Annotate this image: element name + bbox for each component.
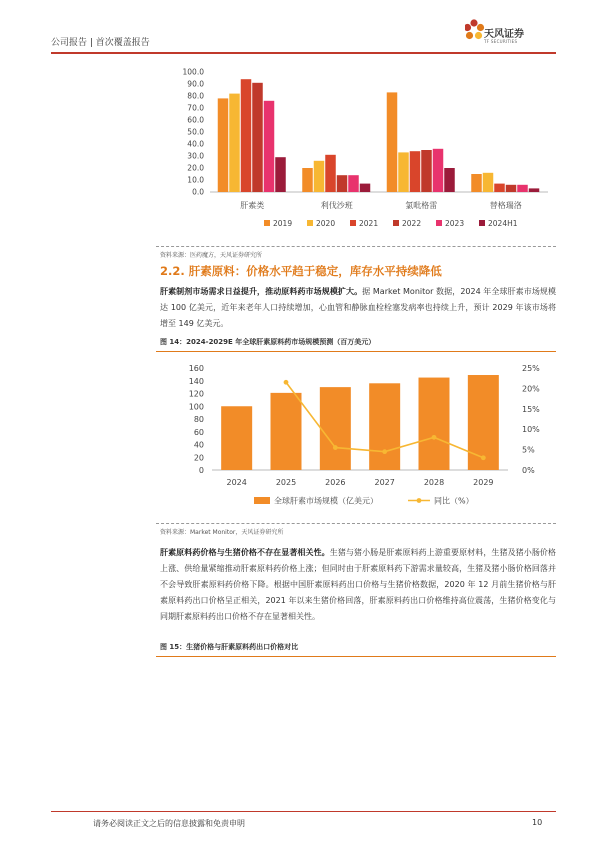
legend-swatch <box>436 220 442 226</box>
paragraph-body: 据 Market Monitor 数据，2024 年全球肝素市场规模达 100 亿美元，近年来老年人口持续增加，心血管和静脉血栓栓塞发病率也持续上升，预计 2029 年该市场将增至 149 亿美元。 <box>160 287 556 328</box>
bar <box>221 406 252 470</box>
paragraph-price-correlation <box>160 545 556 625</box>
bar <box>421 150 432 192</box>
x-tick-label: 2027 <box>374 478 395 487</box>
paragraph-lead: 肝素制剂市场需求日益提升，推动原料药市场规模扩大。 <box>160 287 363 296</box>
y-tick-label: 70.0 <box>187 103 204 113</box>
y-left-tick-label: 40 <box>193 440 204 450</box>
figure-14-title: 图 14：2024-2029E 年全球肝素原料药市场规模预测（百万美元） <box>160 338 376 346</box>
bar <box>369 383 400 470</box>
x-tick-label: 2025 <box>275 478 297 487</box>
x-tick-label: 利伐沙班 <box>320 201 353 210</box>
bar <box>241 79 252 192</box>
y-left-tick-label: 80 <box>193 415 204 424</box>
bar <box>471 174 482 192</box>
logo-name: 天风证券 <box>484 29 524 40</box>
y-right-tick-label: 25% <box>522 364 540 373</box>
bar <box>387 92 398 192</box>
legend-swatch <box>393 220 399 226</box>
y-tick-label: 30.0 <box>187 151 204 161</box>
y-left-tick-label: 140 <box>188 376 204 386</box>
y-tick-label: 20.0 <box>187 163 204 173</box>
bar <box>494 184 505 192</box>
bar <box>348 175 359 192</box>
figure-14-rule <box>156 351 556 352</box>
bar <box>483 173 494 192</box>
bar <box>314 161 325 192</box>
bar <box>275 157 286 192</box>
source-divider-1 <box>156 246 556 247</box>
logo-subtitle: TF SECURITIES <box>484 39 518 44</box>
legend-swatch <box>350 220 356 226</box>
footer-disclaimer: 请务必阅读正文之后的信息披露和免责申明 <box>93 819 245 828</box>
y-tick-label: 40.0 <box>187 139 204 149</box>
legend-label: 2021 <box>359 219 379 228</box>
legend-swatch-bar <box>254 497 270 504</box>
bar <box>444 168 455 192</box>
source-note-1: 资料来源：医药魔方，天风证券研究所 <box>160 252 263 259</box>
x-tick-label: 2026 <box>325 478 346 487</box>
page-number: 10 <box>532 818 543 827</box>
report-type-label: 公司报告 | 首次覆盖报告 <box>51 38 150 48</box>
y-left-tick-label: 20 <box>193 453 204 463</box>
bar <box>360 184 371 192</box>
bar <box>398 152 409 192</box>
yoy-point <box>333 445 338 450</box>
bar <box>433 149 444 192</box>
y-tick-label: 90.0 <box>187 79 204 89</box>
bar <box>252 83 263 192</box>
flower-icon <box>465 19 484 39</box>
bar <box>302 168 313 192</box>
bar <box>218 98 229 192</box>
legend-label: 2019 <box>273 219 293 228</box>
legend-label: 2024H1 <box>488 219 518 228</box>
x-tick-label: 肝素类 <box>240 201 265 210</box>
heparin-market-forecast-chart <box>160 356 556 516</box>
bar <box>229 94 240 192</box>
y-tick-label: 100.0 <box>182 67 204 77</box>
y-tick-label: 80.0 <box>187 91 204 101</box>
x-tick-label: 氯吡格雷 <box>405 201 438 210</box>
y-left-tick-label: 0 <box>198 466 204 475</box>
bar <box>419 378 450 470</box>
y-left-tick-label: 120 <box>188 389 204 399</box>
section-title: 2.2. 肝素原料：价格水平趋于稳定，库存水平持续降低 <box>160 264 442 278</box>
legend-label: 同比（%） <box>434 496 474 506</box>
y-left-tick-label: 60 <box>193 427 204 437</box>
legend-swatch <box>307 220 313 226</box>
paragraph-lead: 肝素原料药价格与生猪价格不存在显著相关性。 <box>160 548 330 557</box>
figure-15-rule <box>156 656 556 657</box>
y-right-tick-label: 20% <box>522 384 540 394</box>
bar <box>320 387 351 470</box>
x-tick-label: 2028 <box>423 478 445 487</box>
y-right-tick-label: 5% <box>522 445 535 455</box>
bar <box>529 188 540 192</box>
bar <box>337 175 348 192</box>
header-rule <box>51 52 556 54</box>
yoy-point <box>432 435 437 440</box>
x-tick-label: 2024 <box>226 478 247 487</box>
legend-swatch <box>264 220 270 226</box>
y-tick-label: 10.0 <box>187 175 204 185</box>
y-left-tick-label: 160 <box>188 364 204 373</box>
bar <box>325 155 336 192</box>
antithrombotic-sales-chart <box>160 64 556 242</box>
legend-label: 2023 <box>445 219 465 228</box>
y-tick-label: 0.0 <box>192 187 204 197</box>
y-right-tick-label: 0% <box>522 466 535 475</box>
footer-rule <box>51 811 556 812</box>
figure-15-title: 图 15：生猪价格与肝素原料药出口价格对比 <box>160 643 299 651</box>
bar <box>517 185 528 192</box>
bar <box>506 185 517 192</box>
legend-label: 2020 <box>316 219 336 228</box>
yoy-point <box>382 449 387 454</box>
x-tick-label: 替格瑞洛 <box>489 201 522 210</box>
legend-label: 2022 <box>402 219 422 228</box>
y-left-tick-label: 100 <box>188 402 204 412</box>
x-tick-label: 2029 <box>473 478 494 487</box>
source-note-2: 资料来源：Market Monitor，天风证券研究所 <box>160 529 284 536</box>
y-right-tick-label: 10% <box>522 425 540 435</box>
y-tick-label: 60.0 <box>187 115 204 125</box>
bar <box>264 101 275 192</box>
y-tick-label: 50.0 <box>187 127 204 137</box>
paragraph-market-size <box>160 284 556 332</box>
yoy-point <box>481 455 486 460</box>
y-right-tick-label: 15% <box>522 404 540 414</box>
legend-swatch <box>479 220 485 226</box>
legend-label: 全球肝素市场规模（亿美元） <box>274 496 378 506</box>
paragraph-body: 生猪与猪小肠是肝素原料药上游重要原材料，生猪及猪小肠价格上涨、供给量紧缩推动肝素原料药价格上涨；但同时由于肝素原料药下游需求量较高，生猪及猪小肠价格回落并不会导致肝素原料药价格下降。根据中国肝素原料药出口价格与生猪价格数据，2020 年 12 月前生猪价格与肝素原料药出口价格呈正相关，2021 年以来生猪价格回落，肝素原料药出口价格维持高位震荡，生猪价格变化与同期肝素原料药出口价格不存在显著相关性。 <box>160 548 556 621</box>
legend-swatch-marker <box>417 498 422 503</box>
source-divider-2 <box>156 523 556 524</box>
yoy-point <box>284 380 289 385</box>
bar <box>271 393 302 470</box>
bar <box>410 151 421 192</box>
